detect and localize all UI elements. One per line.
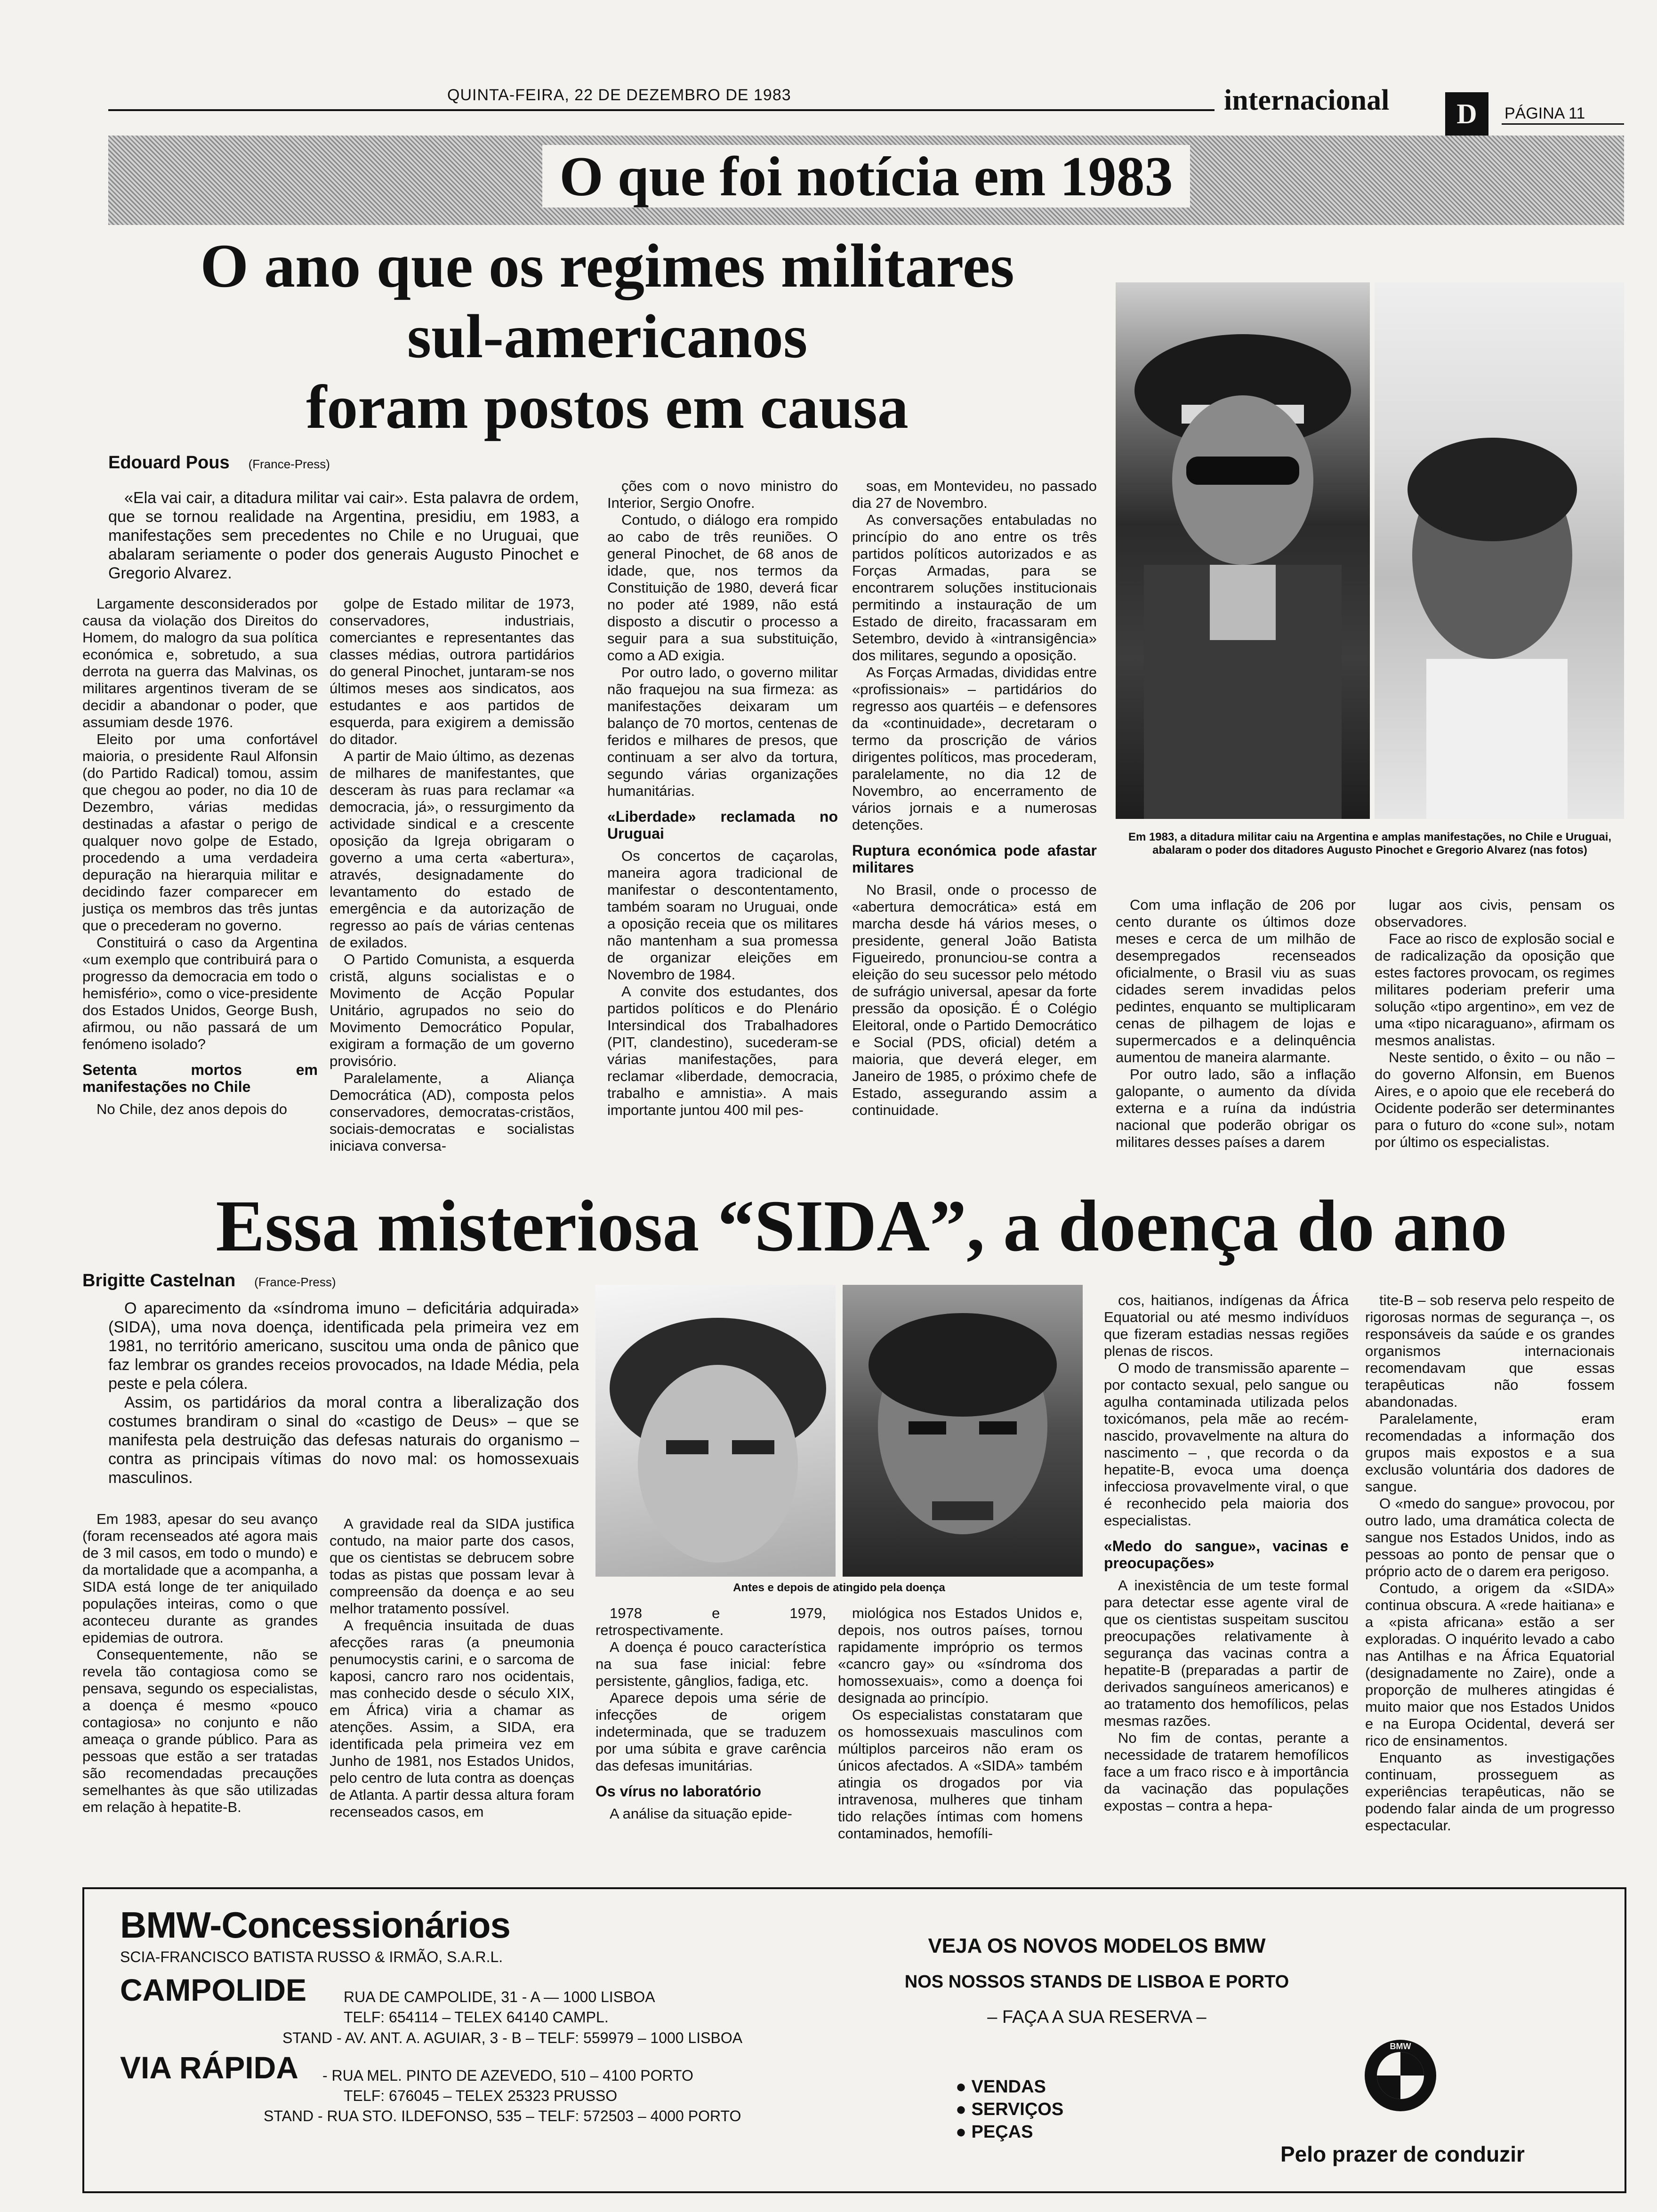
section-name: internacional [1224, 84, 1390, 116]
alvarez-photo [1375, 282, 1624, 819]
bmw-ad-viarapida-phone: TELF: 676045 – TELEX 25323 PRUSSO [344, 2087, 618, 2104]
article1-column-5: Com uma inflação de 206 por cento durante os últimos doze meses e cerca de um milhão de desempregados recenseados oficialmente, o Brasil viu as suas cidades serem invadidas pelos pedintes, enquanto se multiplicaram cenas de pilhagem de lojas e supermercados e a delinquência aumentou de maneira alarmante. Por outro lado, são a inflação galopante, o aumento da dívida externa e a ruína da indústria nacional que poderão obrigar os militares desses países a darem [1116, 897, 1356, 1150]
bmw-ad-viarapida-stand: STAND - RUA STO. ILDEFONSO, 535 – TELF: 572503 – 4000 PORTO [264, 2108, 741, 2124]
bmw-ad-viarapida: VIA RÁPIDA [120, 2050, 298, 2085]
pinochet-photo [1116, 282, 1370, 819]
article2-subhead-medo: «Medo do sangue», vacinas e preocupações» [1104, 1538, 1349, 1571]
bmw-ad-campolide-address: RUA DE CAMPOLIDE, 31 - A — 1000 LISBOA [344, 1988, 655, 2005]
article1-byline [108, 453, 330, 473]
bmw-ad-service-item: ● PEÇAS [956, 2122, 1033, 2142]
alvarez-photo-drawing [1375, 282, 1624, 819]
article2-lead: O aparecimento da «síndroma imuno – deficitária adquirada» (SIDA), uma nova doença, identificada pela primeira vez em 1981, no território americano, suscitou uma onda de pânico que faz lembrar os grandes receios provocados, na Idade Média, pela peste e pela cólera. Assim, os partidários da moral contra a liberalização dos costumes brandiram o sinal do «castigo de Deus» – que se manifesta pela destruição das defesas naturais do organismo – contra as principais vítimas do novo mal: os homossexuais masculinos. [108, 1299, 579, 1487]
article1-column-6: lugar aos civis, pensam os observadores. Face ao risco de explosão social e de radicalização da oposição que estes factores provocam, os regimes militares poderiam preferir uma solução «tipo argentino», em vez de uma «tipo nicaraguano», afirmam os mesmos analistas. Neste sentido, o êxito – ou não – do governo Alfonsin, em Buenos Aires, e o apoio que ele receberá do Ocidente poderão ser determinantes para o futuro do «cone sul», notam por último os especialistas. [1375, 897, 1615, 1150]
article1-author: Edouard Pous [108, 453, 230, 473]
article2-column-6: tite-B – sob reserva pelo respeito de rigorosas normas de segurança –, os responsáveis da saúde e os grandes organismos internacionais recomendavam que essas terapêuticas não fossem abandonadas. Paralelamente, eram recomendadas a informação dos grupos mais expostos e a sua exclusão voluntária dos dadores de sangue. O «medo do sangue» provocou, por outro lado, uma dramática colecta de sangue nos Estados Unidos, indo as pessoas ao ponto de pensar que o próprio acto de o darem era perigoso. Contudo, a origem da «SIDA» continua obscura. A «rede haitiana» e a «pista africana» estão a ser exploradas. O inquérito levado a cabo nas Antilhas e na África Equatorial (designadamente no Zaire), onde a proporção de mulheres atingidas é muito maior que nos Estados Unidos e na Europa Ocidental, deverá ser rico de ensinamentos. Enquanto as investigações continuam, prosseguem as experiências terapêuticas, não se podendo falar ainda de um progresso espectacular. [1365, 1292, 1615, 1834]
patient-before-drawing [595, 1285, 836, 1577]
article1-column-3: ções com o novo ministro do Interior, Sergio Onofre. Contudo, o diálogo era rompido ao cabo de três reuniões. O general Pinochet, de 68 anos de idade, que, nos termos da Constituição de 1980, deverá ficar no poder até 1989, não está disposto a discutir o processo a seguir para a sua substituição, como a AD exigia. Por outro lado, o governo militar não fraquejou na sua firmeza: as manifestações deixaram um balanço de 70 mortos, centenas de feridos e milhares de presos, que continuam a ser alvo da tortura, segundo várias organizações humanitárias. «Liberdade» reclamada no Uruguai Os concertos de caçarolas, maneira agora tradicional de manifestar o descontentamento, também soaram no Uruguai, onde a oposição receia que os militares não mantenham a sua promessa de organizar eleições em Novembro de 1984. A convite dos estudantes, dos partidos políticos e do Plenário Intersindical dos Trabalhadores (PIT, clandestino), sucederam-se várias manifestações, para reclamar «liberdade, democracia, trabalho e amnistia». A mais importante juntou 400 mil pes- [607, 478, 838, 1118]
article2-column-2: A gravidade real da SIDA justifica contudo, na maior parte dos casos, que os cientistas se debrucem sobre todas as pistas que possam levar à compreensão da doença e ao seu melhor tratamento possível. A frequência insuitada de duas afecções raras (a pneumonia penumocystis carini, e o sarcoma de kaposi, cancro raro nos ocidentais, mas conhecido desde o século XIX, em África) viria a chamar as atenções. Assim, a SIDA, era identificada pela primeira vez em Junho de 1981, nos Estados Unidos, pelo centro de luta contra as doenças de Atlanta. A partir dessa altura foram recenseados casos, em [330, 1515, 574, 1820]
page-rule [1502, 123, 1624, 125]
article1-agency: (France-Press) [248, 457, 330, 471]
bmw-ad-title: BMW-Concessionários [120, 1904, 510, 1946]
banner-title: O que foi notícia em 1983 [108, 141, 1624, 212]
article2-photo-caption: Antes e depois de atingido pela doença [733, 1581, 945, 1594]
bmw-ad-campolide: CAMPOLIDE [120, 1972, 306, 2007]
bmw-ad-stands: NOS NOSSOS STANDS DE LISBOA E PORTO [904, 1972, 1289, 1992]
bmw-ad-headline: VEJA OS NOVOS MODELOS BMW [928, 1934, 1266, 1957]
bmw-ad-viarapida-address: - RUA MEL. PINTO DE AZEVEDO, 510 – 4100 PORTO [322, 2067, 693, 2084]
article2-column-3: 1978 e 1979, retrospectivamente. A doença é pouco característica na sua fase inicial: febre persistente, gânglios, fadiga, etc. Aparece depois uma série de infecções de origem indeterminada, que se traduzem por uma súbita e grave carência das defesas imunitárias. Os vírus no laboratório A análise da situação epide- [595, 1605, 826, 1822]
article1-headline-line1: O ano que os regimes militares [200, 231, 1014, 300]
article2-headline: Essa misteriosa “SIDA”, a doença do ano [216, 1185, 1507, 1266]
dl-logo-icon: D [1445, 92, 1488, 136]
article1-subhead-chile: Setenta mortos em manifestações no Chile [82, 1061, 318, 1095]
bmw-ad-service-item: ● VENDAS [956, 2077, 1046, 2097]
article2-column-5: cos, haitianos, indígenas da África Equatorial ou até mesmo indivíduos que fizeram estadias nessas regiões plenas de riscos. O modo de transmissão aparente – por contacto sexual, pelo sangue ou agulha contaminada utilizada pelos toxicómanos, pela mãe ao recém-nascido, provavelmente na altura do nascimento – , que recorda o da hepatite-B, evoca uma doença infecciosa provavelmente viral, o que é reconhecido pela maioria dos especialistas. «Medo do sangue», vacinas e preocupações» A inexistência de um teste formal para detectar esse agente viral de que os cientistas suspeitam suscitou preocupações relativamente à segurança das vacinas contra a hepatite-B (preparadas a partir de derivados sanguíneos americanos) e ao tratamento dos hemofílicos, pelas mesmas razões. No fim de contas, perante a necessidade de tratarem hemofílicos face a um fraco risco e à importância da vacinação das populações expostas – contra a hepa- [1104, 1292, 1349, 1814]
bmw-ad-services [956, 2076, 1063, 2143]
bmw-logo-icon [1363, 2038, 1438, 2113]
issue-date: QUINTA-FEIRA, 22 DE DEZEMBRO DE 1983 [447, 86, 791, 104]
patient-after-photo [843, 1285, 1083, 1577]
article2-column-1: Em 1983, apesar do seu avanço (foram recenseados até agora mais de 3 mil casos, em todo o mundo) e da mortalidade que a acompanha, a SIDA está longe de ter aniquilado populações inteiras, como o que aconteceu durante as grandes epidemias de outrora. Consequentemente, não se revela tão contagiosa como se pensava, segundo os especialistas, a doença é mesmo «pouco contagiosa» no conjunto e não ameaça o grande público. Para as pessoas que estão a ser tratadas são recomendadas precauções semelhantes às que são utilizadas em relação à hepatite-B. [82, 1511, 318, 1815]
article1-headline-line3: foram postos em causa [306, 372, 909, 441]
article2-byline [82, 1271, 336, 1291]
bmw-roundel-icon [1363, 2038, 1438, 2113]
article1-column-2: golpe de Estado militar de 1973, conservadores, industriais, comerciantes e representantes das classes médias, outrora partidários do general Pinochet, juntaram-se nos últimos meses aos sindicatos, aos estudantes e aos partidos de esquerda, para exigirem a demissão do ditador. A partir de Maio último, as dezenas de milhares de manifestantes, que desceram às ruas para reclamar «a democracia, já», o ressurgimento da actividade sindical e a crescente oposição da Igreja obrigaram o governo a uma certa «abertura», através, designadamente do levantamento do estado de emergência e da autorização de regresso ao país de várias centenas de exilados. O Partido Comunista, a esquerda cristã, alguns socialistas e o Movimento de Acção Popular Unitário, agrupados no seio do Movimento Democrático Popular, exigiram a formação de um governo provisório. Paralelamente, a Aliança Democrática (AD), composta pelos conservadores, democratas-cristãos, sociais-democratas e socialistas iniciava conversa- [330, 595, 574, 1154]
article1-column-1: Largamente desconsiderados por causa da violação dos Direitos do Homem, do malogro da sua política económica e, sobretudo, a sua derrota na guerra das Malvinas, os militares argentinos tiveram de se decidir a abandonar o poder, que assumiam desde 1976. Eleito por uma confortável maioria, o presidente Raul Alfonsin (do Partido Radical) tomou, assim que chegou ao poder, no dia 10 de Dezembro, várias medidas destinadas a afastar o perigo de qualquer novo golpe de Estado, procedendo a uma verdadeira depuração na hierarquia militar e decidindo fazer comparecer em justiça os membros das três juntas que o precederam no governo. Constituirá o caso da Argentina «um exemplo que contribuirá para o progresso da democracia em todo o hemisfério», como o vice-presidente dos Estados Unidos, George Bush, afirmou, ou não passará de um fenómeno isolado? Setenta mortos em manifestações no Chile No Chile, dez anos depois do [82, 595, 318, 1117]
bmw-ad-company: SCIA-FRANCISCO BATISTA RUSSO & IRMÃO, S.A.R.L. [120, 1948, 503, 1965]
bmw-logo-letters: BMW [1390, 2042, 1411, 2051]
page-number: PÁGINA 11 [1504, 104, 1585, 122]
header-rule [108, 109, 1215, 111]
article1-subhead-uruguai: «Liberdade» reclamada no Uruguai [607, 808, 838, 842]
article1-column-4: soas, em Montevideu, no passado dia 27 de Novembro. As conversações entabuladas no princípio do ano entre os três partidos políticos autorizados e as Forças Armadas, para se encontrarem soluções institucionais permitindo a instauração de um Estado de direito, fracassaram em Setembro, devido à «intransigência» dos militares, segundo a oposição. As Forças Armadas, divididas entre «profissionais» – partidários do regresso aos quartéis – e defensores da «continuidade», decretaram o termo da proscrição de vários dirigentes políticos, mas procederam, paralelamente, no dia 12 de Novembro, ao encerramento de vários jornais e a numerosas detenções. Ruptura económica pode afastar militares No Brasil, onde o processo de «abertura democrática» está em marcha desde há vários meses, o presidente, general João Batista Figueiredo, pronunciou-se contra a eleição do seu sucessor pelo método de sufrágio universal, apesar da forte pressão da oposição. É o Colégio Eleitoral, onde o Partido Democrático e Social (PDS, oficial) detém a maioria, que deverá eleger, em Janeiro de 1985, o próximo chefe de Estado, assegurando assim a continuidade. [852, 478, 1097, 1118]
article2-subhead-virus: Os vírus no laboratório [595, 1783, 762, 1800]
article1-photo-caption: Em 1983, a ditadura militar caiu na Argentina e amplas manifestações, no Chile e Uruguai, abalaram o poder dos ditadores Augusto Pinochet e Gregorio Alvarez (nas fotos) [1128, 831, 1612, 857]
article1-subhead-ruptura: Ruptura económica pode afastar militares [852, 842, 1097, 876]
article2-column-4: miológica nos Estados Unidos e, depois, nos outros países, tornou rapidamente impróprio os termos «cancro gay» ou «síndroma dos homossexuais», como a doença foi designada ao princípio. Os especialistas constataram que os homossexuais masculinos com múltiplos parceiros não eram os únicos afectados. A «SIDA» também atingia os drogados por via intravenosa, mulheres que tinham tido relações íntimas com homens contaminados, hemofíli- [838, 1605, 1083, 1842]
pinochet-photo-drawing [1116, 282, 1370, 819]
bmw-ad-service-item: ● SERVIÇOS [956, 2100, 1064, 2119]
article2-agency: (France-Press) [254, 1275, 336, 1289]
article1-lead: «Ela vai cair, a ditadura militar vai cair». Esta palavra de ordem, que se tornou realidade na Argentina, presidiu, em 1983, a manifestações sem precedentes no Chile e no Uruguai, que abalaram seriamente o poder dos generais Augusto Pinochet e Gregorio Alvarez. [108, 489, 579, 582]
article2-author: Brigitte Castelnan [82, 1271, 236, 1290]
article1-headline-line2: sul-americanos [407, 302, 808, 371]
bmw-ad-campolide-stand: STAND - AV. ANT. A. AGUIAR, 3 - B – TELF: 559979 – 1000 LISBOA [282, 2029, 743, 2046]
patient-before-photo [595, 1285, 836, 1577]
bmw-ad-reserve: – FAÇA A SUA RESERVA – [987, 2007, 1207, 2027]
patient-after-drawing [843, 1285, 1083, 1577]
bmw-ad-slogan: Pelo prazer de conduzir [1280, 2142, 1525, 2166]
bmw-ad-campolide-phone: TELF: 654114 – TELEX 64140 CAMPL. [344, 2009, 609, 2026]
